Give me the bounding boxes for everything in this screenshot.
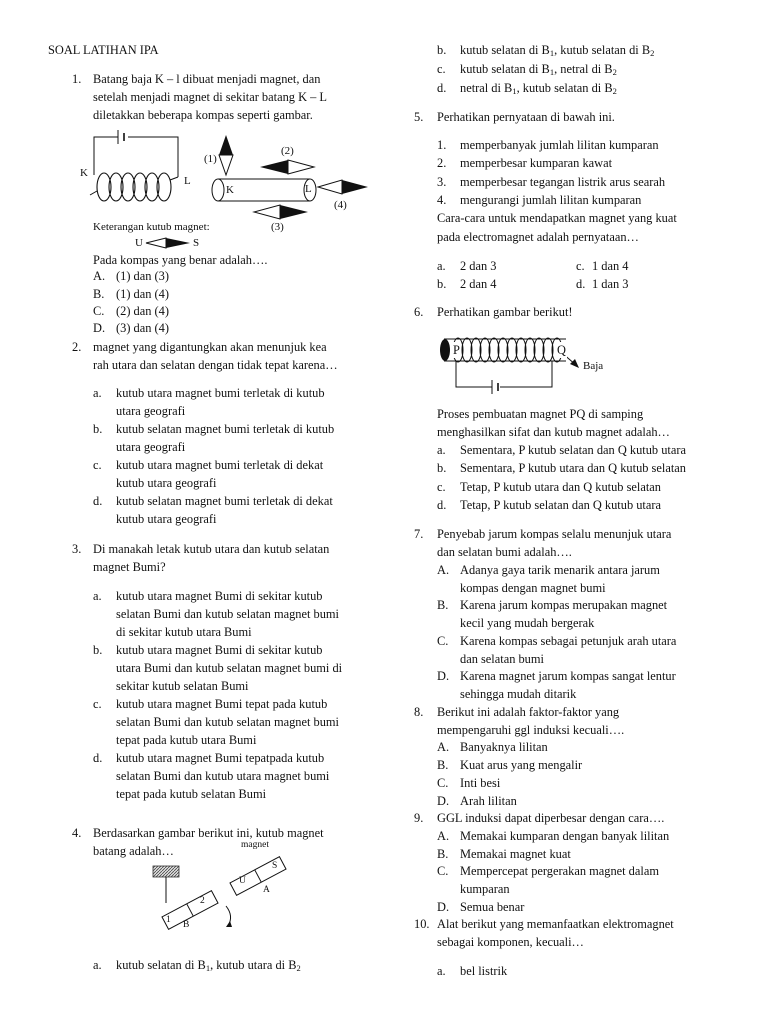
q5-option-b-letter: b. (437, 277, 447, 291)
q3-option-b-letter: b. (93, 643, 103, 657)
fig1-legend-u: U (135, 237, 143, 249)
q4-option-d: netral di $B_1$, kutub selatan di $B_2$ (460, 81, 617, 96)
fig1-label-k-coil: K (80, 167, 88, 179)
question-5-number: 5. (414, 110, 424, 124)
fig4-label-s: S (272, 861, 278, 871)
q10-option-a-letter: a. (437, 964, 446, 978)
q1-option-b-letter: B. (93, 287, 105, 301)
q8-option-c: Inti besi (460, 776, 501, 790)
q4-option-b: kutub selatan di $B_1$, kutub selatan di $B_2$ (460, 43, 655, 58)
question-8-line-1: Berikut ini adalah faktor-faktor yang (437, 705, 620, 719)
q5-item-2: memperbesar kumparan kawat (460, 156, 613, 170)
fig4-label-b: B (183, 920, 190, 930)
q2-option-c-letter: c. (93, 458, 102, 472)
question-5-line-1: Cara-cara untuk mendapatkan magnet yang kuat (437, 211, 677, 225)
q7-option-a-line-2: kompas dengan magnet bumi (460, 581, 606, 595)
q3-option-a-line-1: kutub utara magnet Bumi di sekitar kutub (116, 589, 323, 603)
question-8-line-2: mempengaruhi ggl induksi kecuali…. (437, 723, 625, 737)
fig1-label-compass-2: (2) (281, 145, 294, 157)
q7-option-d-line-2: sehingga mudah ditarik (460, 687, 577, 701)
q4-option-c-letter: c. (437, 62, 446, 76)
q3-option-c-line-1: kutub utara magnet Bumi tepat pada kutub (116, 697, 328, 711)
fig1-label-compass-1: (1) (204, 153, 217, 165)
q1-option-b: (1) dan (4) (116, 287, 169, 301)
question-9-text: GGL induksi dapat diperbesar dengan cara…. (437, 811, 665, 825)
q5-item-4: mengurangi jumlah lilitan kumparan (460, 193, 642, 207)
q7-option-c-letter: C. (437, 634, 449, 648)
fig1-label-k-magnet: K (226, 184, 234, 196)
q2-option-a-letter: a. (93, 386, 102, 400)
q6-option-b-letter: b. (437, 461, 447, 475)
q3-option-d-line-1: kutub utara magnet Bumi tepatpada kutub (116, 751, 325, 765)
fig4-label-a: A (263, 885, 270, 895)
q3-option-a-line-2: selatan Bumi dan kutub selatan magnet bumi (116, 607, 339, 621)
q6-option-a: Sementara, P kutub selatan dan Q kutub utara (460, 443, 686, 457)
q6-option-d-letter: d. (437, 498, 447, 512)
q5-option-d: 1 dan 3 (592, 277, 629, 291)
question-1-prompt: Pada kompas yang benar adalah…. (93, 253, 268, 267)
q9-option-c-letter: C. (437, 864, 449, 878)
fig1-label-compass-4: (4) (334, 199, 347, 211)
q6-option-a-letter: a. (437, 443, 446, 457)
q9-option-b-letter: B. (437, 847, 449, 861)
q8-option-d: Arah lilitan (460, 794, 517, 808)
q9-option-d: Semua benar (460, 900, 525, 914)
q2-option-a-line-2: utara geografi (116, 404, 186, 418)
q7-option-d-line-1: Karena magnet jarum kompas sangat lentur (460, 669, 676, 683)
q7-option-d-letter: D. (437, 669, 450, 683)
q2-option-b-line-1: kutub selatan magnet bumi terletak di kutub (116, 422, 335, 436)
q8-option-c-letter: C. (437, 776, 449, 790)
q2-option-b-letter: b. (93, 422, 103, 436)
q7-option-a-line-1: Adanya gaya tarik menarik antara jarum (460, 563, 660, 577)
question-7-number: 7. (414, 527, 424, 541)
q1-option-d-letter: D. (93, 321, 106, 335)
q7-option-b-line-1: Karena jarum kompas merupakan magnet (460, 598, 668, 612)
question-10-number: 10. (414, 917, 430, 931)
question-3-number: 3. (72, 542, 82, 556)
q4-option-a: kutub selatan di $B_1$, kutub utara di $B_2$ (116, 958, 301, 973)
question-1-line-2: setelah menjadi magnet di sekitar batang K – L (93, 90, 327, 104)
q3-option-b-line-3: sekitar kutub selatan Bumi (116, 679, 249, 693)
q4-option-d-letter: d. (437, 81, 447, 95)
fig1-legend-s: S (193, 237, 200, 249)
q5-option-a-letter: a. (437, 259, 446, 273)
question-1-line-1: Batang baja K – l dibuat menjadi magnet, dan (93, 72, 321, 86)
q9-option-a: Memakai kumparan dengan banyak lilitan (460, 829, 670, 843)
question-6-number: 6. (414, 305, 424, 319)
q5-item-2-number: 2. (437, 156, 447, 170)
q5-option-b: 2 dan 4 (460, 277, 497, 291)
question-3-line-1: Di manakah letak kutub utara dan kutub selatan (93, 542, 330, 556)
q6-option-c: Tetap, P kutub utara dan Q kutub selatan (460, 480, 662, 494)
q10-option-a: bel listrik (460, 964, 508, 978)
q3-option-d-letter: d. (93, 751, 103, 765)
q1-option-d: (3) dan (4) (116, 321, 169, 335)
q3-option-b-line-1: kutub utara magnet Bumi di sekitar kutub (116, 643, 323, 657)
q6-option-b: Sementara, P kutub utara dan Q kutub selatan (460, 461, 686, 475)
q5-item-3: memperbesar tegangan listrik arus searah (460, 175, 666, 189)
q2-option-a-line-1: kutub utara magnet bumi terletak di kutub (116, 386, 325, 400)
q9-option-d-letter: D. (437, 900, 450, 914)
question-7-line-2: dan selatan bumi adalah…. (437, 545, 572, 559)
q2-option-c-line-1: kutub utara magnet bumi terletak di dekat (116, 458, 324, 472)
q1-option-a: (1) dan (3) (116, 269, 169, 283)
q6-option-d: Tetap, P kutub selatan dan Q kutub utara (460, 498, 662, 512)
q5-item-1-number: 1. (437, 138, 447, 152)
q7-option-c-line-1: Karena kompas sebagai petunjuk arah utara (460, 634, 677, 648)
q3-option-a-letter: a. (93, 589, 102, 603)
q8-option-a: Banyaknya lilitan (460, 740, 548, 754)
question-4-line-1: Berdasarkan gambar berikut ini, kutub magnet (93, 826, 324, 840)
q5-item-4-number: 4. (437, 193, 447, 207)
q5-option-a: 2 dan 3 (460, 259, 497, 273)
q3-option-d-line-3: tepat pada kutub selatan Bumi (116, 787, 267, 801)
fig1-label-l-magnet: L (305, 183, 312, 195)
q2-option-b-line-2: utara geografi (116, 440, 186, 454)
page-title: SOAL LATIHAN IPA (48, 43, 159, 57)
question-5-text: Perhatikan pernyataan di bawah ini. (437, 110, 615, 124)
q7-option-a-letter: A. (437, 563, 450, 577)
question-2-number: 2. (72, 340, 82, 354)
fig4-label-u: U (239, 876, 246, 886)
fig1-label-compass-3: (3) (271, 221, 284, 233)
question-6-line-2: menghasilkan sifat dan kutub magnet adalah… (437, 425, 670, 439)
q9-option-b: Memakai magnet kuat (460, 847, 571, 861)
q7-option-c-line-2: dan selatan bumi (460, 652, 544, 666)
question-7-line-1: Penyebab jarum kompas selalu menunjuk utara (437, 527, 672, 541)
q9-option-c-line-2: kumparan (460, 882, 510, 896)
fig4-label-2: 2 (200, 896, 205, 906)
question-4-number: 4. (72, 826, 82, 840)
question-10-line-1: Alat berikut yang memanfaatkan elektromagnet (437, 917, 674, 931)
q4-option-c: kutub selatan di $B_1$, netral di $B_2$ (460, 62, 617, 77)
question-4-figure (150, 850, 300, 930)
fig1-legend: Keterangan kutub magnet: (93, 221, 210, 233)
q3-option-c-letter: c. (93, 697, 102, 711)
q3-option-d-line-2: selatan Bumi dan kutub utara magnet bumi (116, 769, 330, 783)
q9-option-a-letter: A. (437, 829, 450, 843)
question-4-line-2: batang adalah… (93, 844, 174, 858)
question-2-line-1: magnet yang digantungkan akan menunjuk kea (93, 340, 327, 354)
q2-option-d-letter: d. (93, 494, 103, 508)
q2-option-d-line-1: kutub selatan magnet bumi terletak di dekat (116, 494, 333, 508)
question-6-line-1: Proses pembuatan magnet PQ di samping (437, 407, 644, 421)
question-1-line-3: diletakkan beberapa kompas seperti gambar. (93, 108, 313, 122)
q2-option-c-line-2: kutub utara geografi (116, 476, 217, 490)
q2-option-d-line-2: kutub utara geografi (116, 512, 217, 526)
q1-option-c: (2) dan (4) (116, 304, 169, 318)
q9-option-c-line-1: Mempercepat pergerakan magnet dalam (460, 864, 659, 878)
question-3-line-2: magnet Bumi? (93, 560, 166, 574)
q3-option-b-line-2: utara Bumi dan kutub selatan magnet bumi di (116, 661, 343, 675)
q5-item-1: memperbanyak jumlah lilitan kumparan (460, 138, 659, 152)
q6-option-c-letter: c. (437, 480, 446, 494)
question-8-number: 8. (414, 705, 424, 719)
q8-option-b: Kuat arus yang mengalir (460, 758, 583, 772)
question-5-line-2: pada electromagnet adalah pernyataan… (437, 230, 639, 244)
legend-compass-icon (144, 236, 194, 252)
question-6-text: Perhatikan gambar berikut! (437, 305, 573, 319)
q4-option-b-letter: b. (437, 43, 447, 57)
q5-item-3-number: 3. (437, 175, 447, 189)
fig4-label-1: 1 (166, 915, 171, 925)
q7-option-b-line-2: kecil yang mudah bergerak (460, 616, 595, 630)
q4-option-a-letter: a. (93, 958, 102, 972)
q5-option-d-letter: d. (576, 277, 586, 291)
q8-option-a-letter: A. (437, 740, 450, 754)
q7-option-b-letter: B. (437, 598, 449, 612)
question-2-line-2: rah utara dan selatan dengan tidak tepat karena… (93, 358, 338, 372)
fig4-label-magnet: magnet (241, 840, 269, 850)
q5-option-c: 1 dan 4 (592, 259, 629, 273)
q8-option-b-letter: B. (437, 758, 449, 772)
q3-option-c-line-3: tepat pada kutub utara Bumi (116, 733, 257, 747)
q1-option-a-letter: A. (93, 269, 106, 283)
fig6-label-p: P (453, 343, 460, 357)
fig6-label-baja: Baja (583, 360, 604, 372)
q8-option-d-letter: D. (437, 794, 450, 808)
question-9-number: 9. (414, 811, 424, 825)
q1-option-c-letter: C. (93, 304, 105, 318)
q5-option-c-letter: c. (576, 259, 585, 273)
question-1-number: 1. (72, 72, 82, 86)
question-10-line-2: sebagai komponen, kecuali… (437, 935, 584, 949)
fig6-label-q: Q (557, 343, 566, 357)
q3-option-a-line-3: di sekitar kutub utara Bumi (116, 625, 252, 639)
q3-option-c-line-2: selatan Bumi dan kutub selatan magnet bumi (116, 715, 339, 729)
fig1-label-l-coil: L (184, 175, 191, 187)
